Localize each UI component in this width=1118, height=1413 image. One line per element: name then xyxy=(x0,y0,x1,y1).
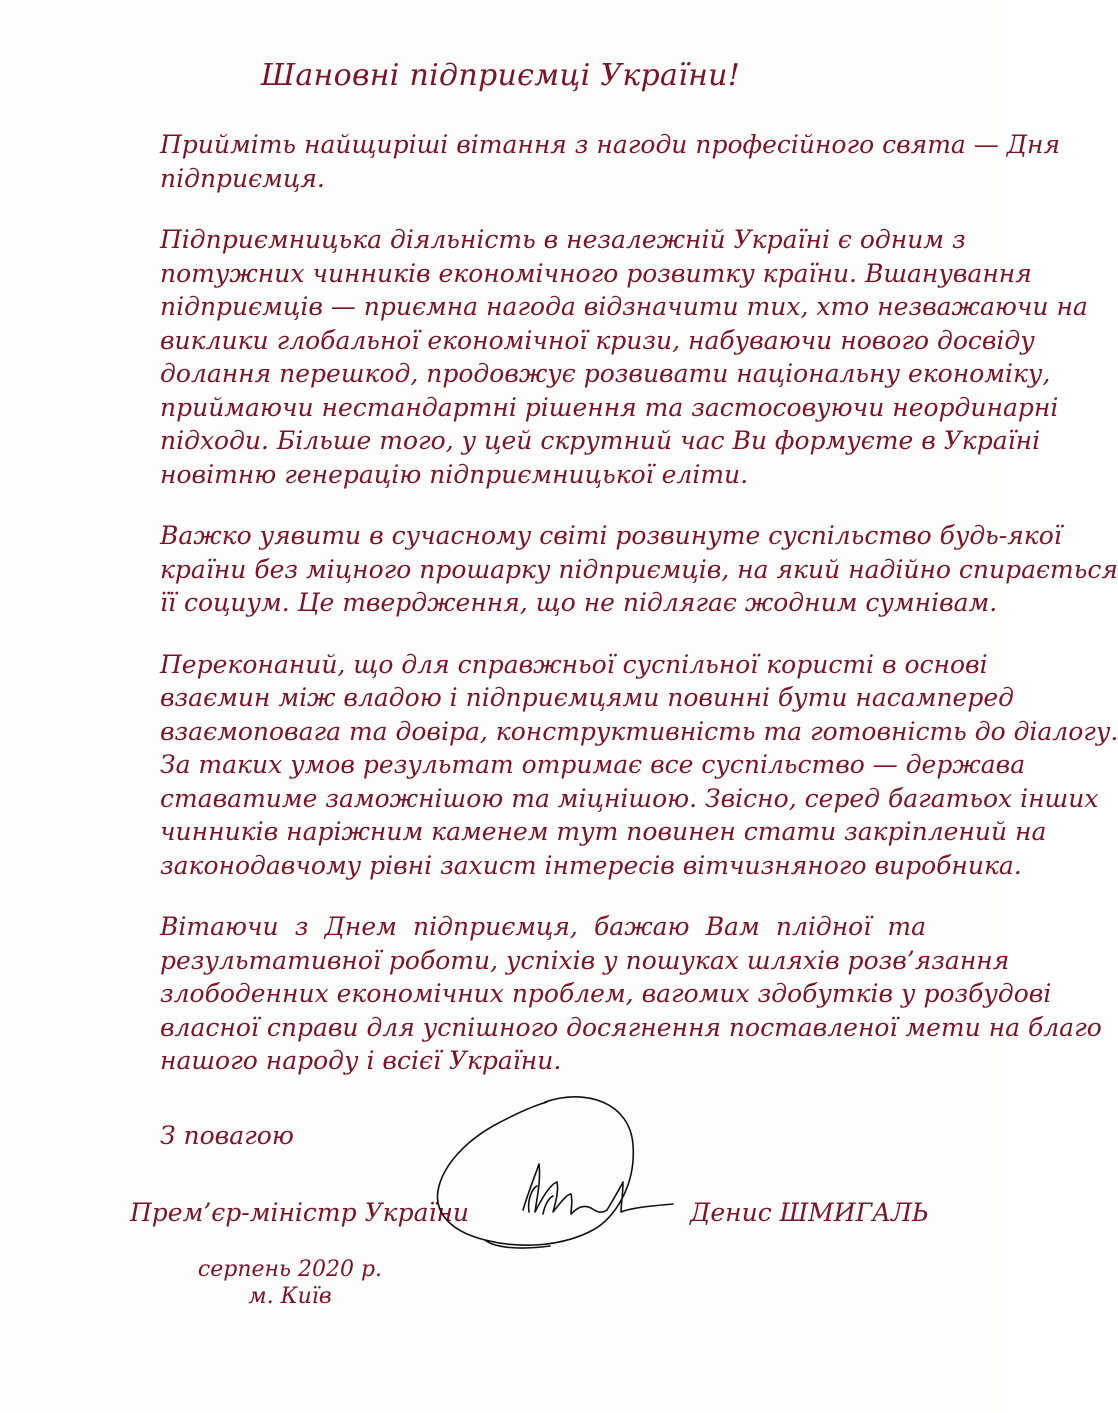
paragraph-greeting xyxy=(160,128,1061,195)
paragraph-society xyxy=(160,519,1118,620)
text-line: приймаючи нестандартні рішення та застосовуючи неординарні xyxy=(160,392,1059,422)
letter-body xyxy=(160,128,1118,1106)
text-line: законодавчому рівні захист інтересів вітчизняного виробника. xyxy=(160,850,1022,880)
date-place-block xyxy=(195,1256,385,1310)
letter-date: серпень 2020 р. xyxy=(197,1257,383,1282)
text-line: Вітаючи з Днем підприємця, бажаю Вам плідної та xyxy=(160,912,926,941)
paragraph-wishes xyxy=(160,910,1102,1078)
text-line: підприємця. xyxy=(160,163,325,193)
text-line: ставатиме заможнішою та міцнішою. Звісно, серед багатьох інших xyxy=(160,783,1099,813)
text-line: нашого народу і всієї України. xyxy=(160,1046,562,1075)
handwritten-signature xyxy=(425,1090,705,1270)
text-line: новітню генерацію підприємницької еліти. xyxy=(160,459,749,489)
text-line: потужних чинників економічного розвитку країни. Вшанування xyxy=(160,258,1032,288)
signer-position: Прем’єр-міністр України xyxy=(130,1198,470,1227)
letter-place: м. Київ xyxy=(248,1284,332,1309)
letter-salutation: Шановні підприємці України! xyxy=(260,58,741,93)
text-line: країни без міцного прошарку підприємців, на який надійно спирається xyxy=(160,554,1118,584)
signer-name: Денис ШМИГАЛЬ xyxy=(690,1198,929,1227)
text-line: виклики глобальної економічної кризи, набуваючи нового досвіду xyxy=(160,325,1035,355)
paragraph-entrepreneurship xyxy=(160,223,1088,491)
text-line: долання перешкод, продовжує розвивати національну економіку, xyxy=(160,359,1051,388)
text-line: взаємоповага та довіра, конструктивність та готовність до діалогу. xyxy=(160,716,1118,746)
paragraph-dialogue xyxy=(160,648,1118,883)
text-line: результативної роботи, успіхів у пошуках шляхів розв’язання xyxy=(160,945,1010,975)
text-line: підприємців — приємна нагода відзначити тих, хто незважаючи на xyxy=(160,292,1088,321)
closing-regards: З повагою xyxy=(160,1121,294,1150)
text-line: підходи. Більше того, у цей скрутний час Ви формуєте в Україні xyxy=(160,426,1041,455)
text-line: Важко уявити в сучасному світі розвинуте суспільство будь-якої xyxy=(160,521,1062,550)
text-line: чинників наріжним каменем тут повинен стати закріплений на xyxy=(160,817,1047,846)
text-line: злободенних економічних проблем, вагомих здобутків у розбудові xyxy=(160,979,1052,1008)
text-line: За таких умов результат отримає все суспільство — держава xyxy=(160,750,1026,779)
text-line: взаємин між владою і підприємцями повинні бути насамперед xyxy=(160,683,1014,712)
text-line: Переконаний, що для справжньої суспільної користі в основі xyxy=(160,649,988,679)
text-line: її социум. Це твердження, що не підлягає жодним сумнівам. xyxy=(160,588,998,617)
text-line: Підприємницька діяльність в незалежній Україні є одним з xyxy=(160,225,966,254)
text-line: власної справи для успішного досягнення поставленої мети на благо xyxy=(160,1012,1102,1042)
text-line: Прийміть найщиріші вітання з нагоди професійного свята — Дня xyxy=(160,130,1061,159)
